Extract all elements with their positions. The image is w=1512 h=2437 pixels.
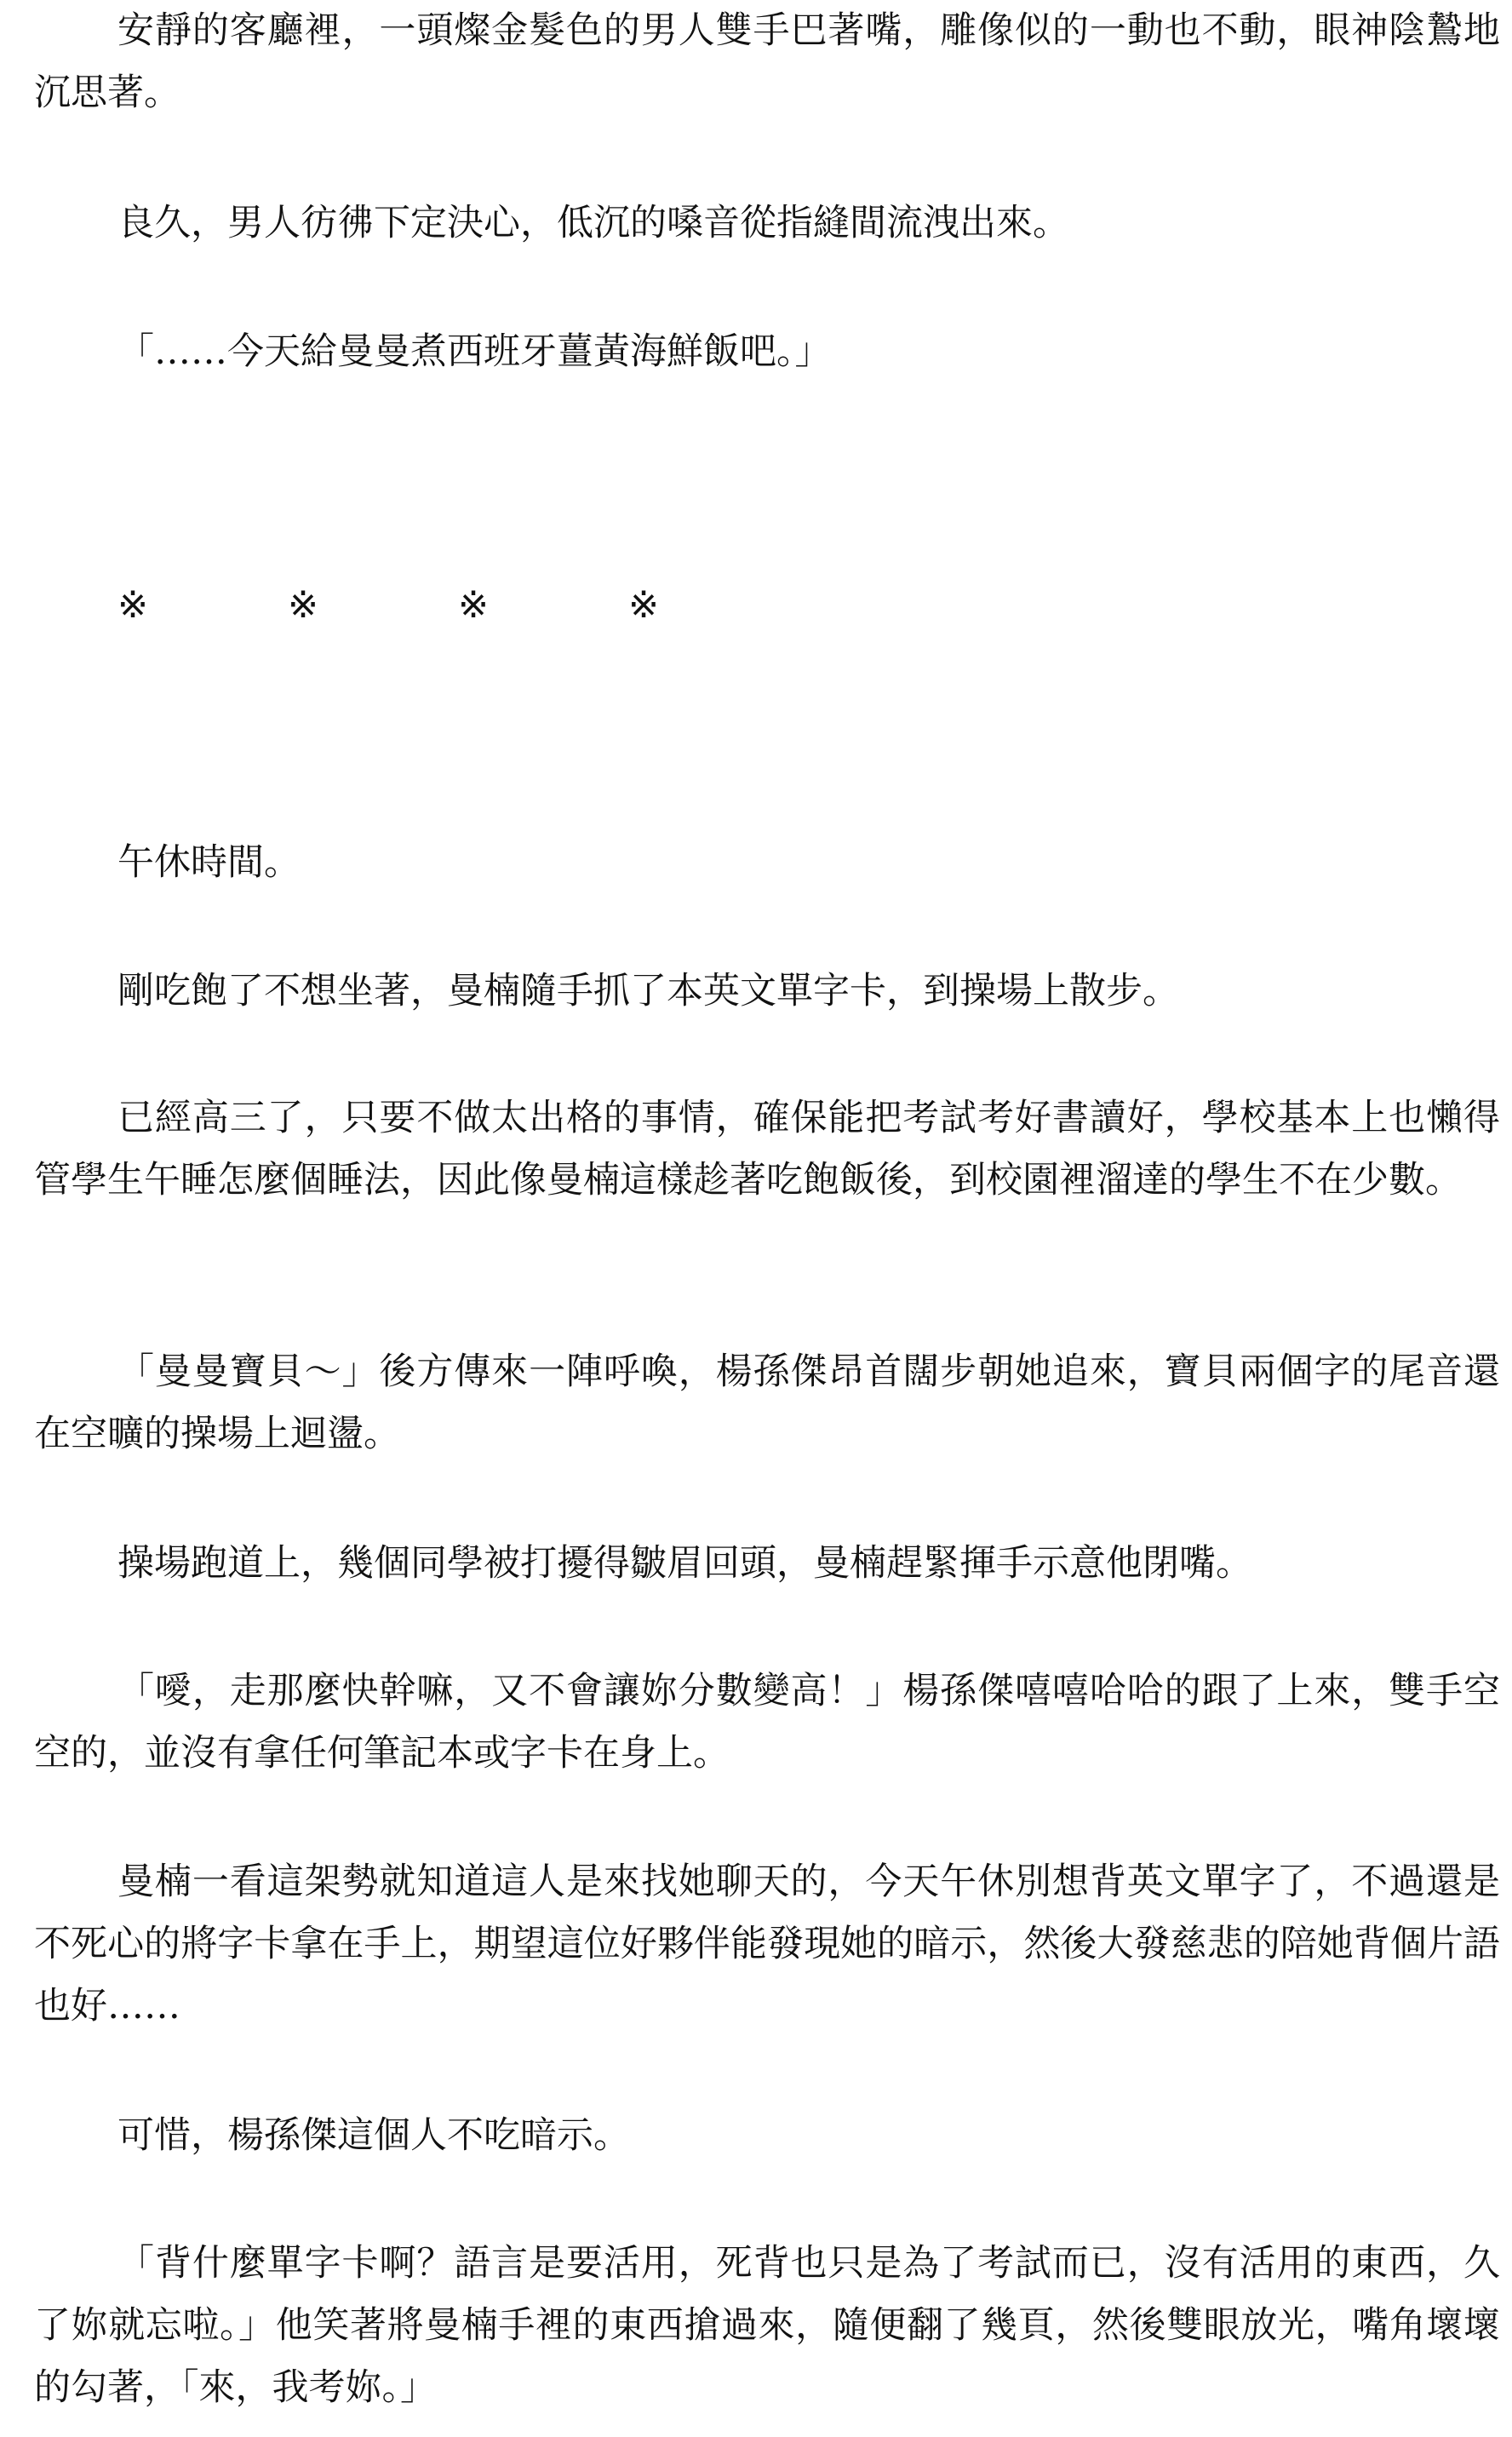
separator-mark: ※ xyxy=(458,584,490,627)
paragraph: 可惜，楊孫傑這個人不吃暗示。 xyxy=(117,2114,630,2157)
paragraph: 「背什麼單字卡啊？語言是要活用，死背也只是為了考試而已，沒有活用的東西，久了妳就忘啦。」他笑著將曼楠手裡的東西搶過來，隨便翻了幾頁，然後雙眼放光，嘴角壞壞的勾著，「來，我考妳。」 xyxy=(34,2242,1500,2409)
paragraph: 安靜的客廳裡，一頭燦金髮色的男人雙手巴著嘴，雕像似的一動也不動，眼神陰鷙地沉思著。 xyxy=(34,9,1500,114)
paragraph: 良久，男人彷彿下定決心，低沉的嗓音從指縫間流洩出來。 xyxy=(117,202,1069,244)
paragraph: 剛吃飽了不想坐著，曼楠隨手抓了本英文單字卡，到操場上散步。 xyxy=(117,970,1179,1012)
section-separator xyxy=(34,575,1512,637)
paragraph: 已經高三了，只要不做太出格的事情，確保能把考試考好書讀好，學校基本上也懶得管學生午睡怎麼個睡法，因此像曼楠這樣趁著吃飽飯後，到校園裡溜達的學生不在少數。 xyxy=(34,1097,1500,1201)
separator-mark: ※ xyxy=(628,584,660,627)
paragraph: 「曼曼寶貝～」後方傳來一陣呼喚，楊孫傑昂首闊步朝她追來，寶貝兩個字的尾音還在空曠的操場上迴盪。 xyxy=(34,1350,1500,1455)
paragraph: 操場跑道上，幾個同學被打擾得皺眉回頭，曼楠趕緊揮手示意他閉嘴。 xyxy=(117,1542,1252,1585)
separator-mark: ※ xyxy=(288,584,319,627)
paragraph: 曼楠一看這架勢就知道這人是來找她聊天的，今天午休別想背英文單字了，不過還是不死心的將字卡拿在手上，期望這位好夥伴能發現她的暗示，然後大發慈悲的陪她背個片語也好…… xyxy=(34,1861,1500,2027)
separator-mark: ※ xyxy=(117,584,149,627)
paragraph: 「噯，走那麼快幹嘛，又不會讓妳分數變高！」楊孫傑嘻嘻哈哈的跟了上來，雙手空空的，並沒有拿任何筆記本或字卡在身上。 xyxy=(34,1670,1500,1775)
paragraph: 午休時間。 xyxy=(117,841,301,884)
paragraph: 「……今天給曼曼煮西班牙薑黃海鮮飯吧。」 xyxy=(117,330,832,373)
